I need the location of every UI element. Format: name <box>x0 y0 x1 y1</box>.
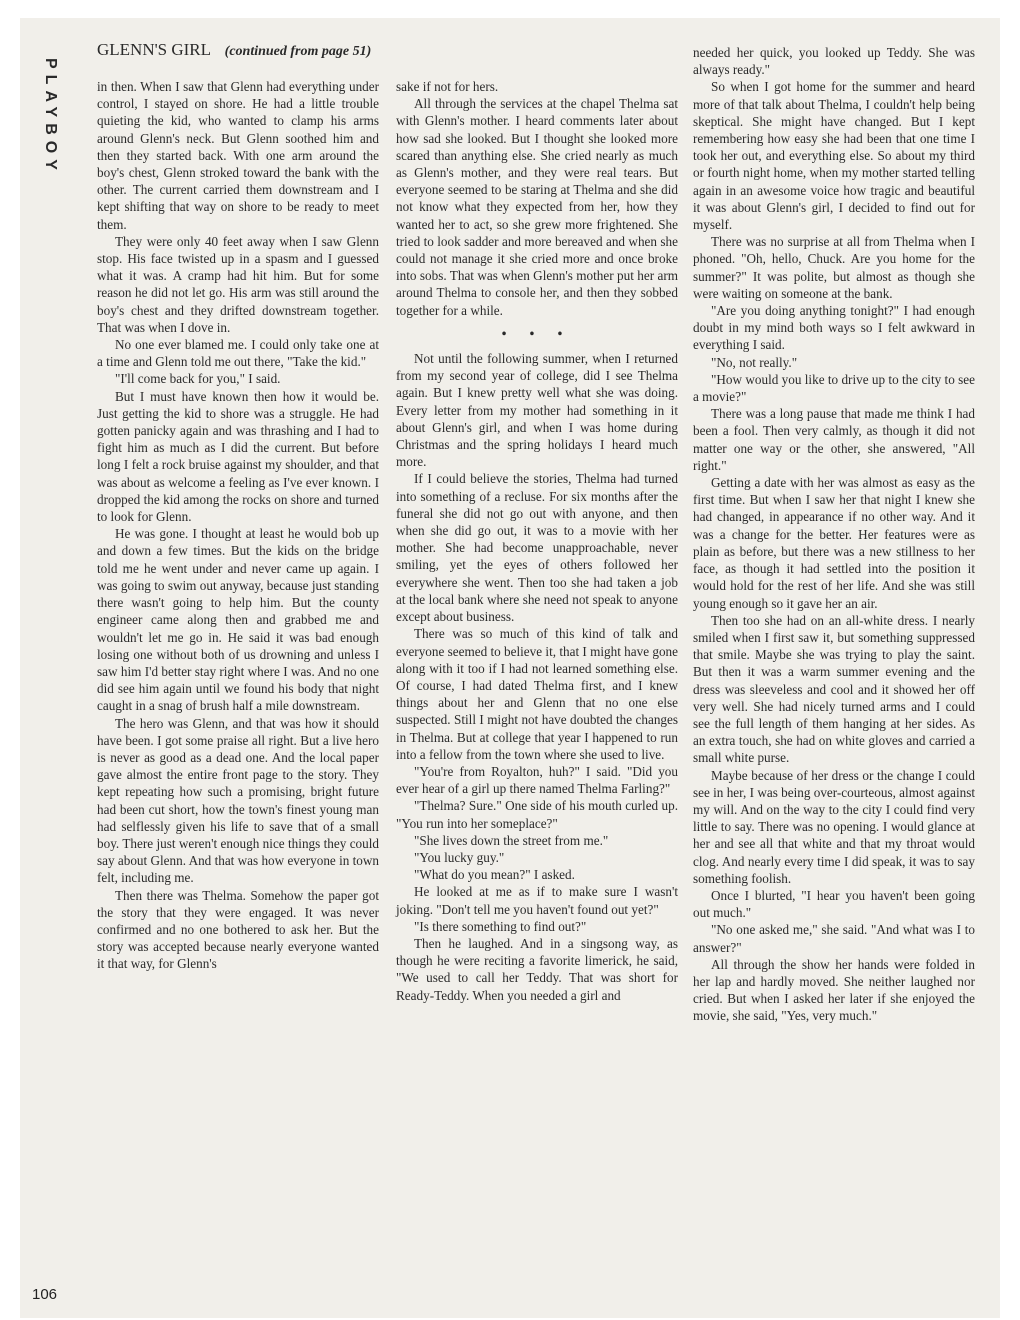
text-column-1 <box>97 78 379 973</box>
section-separator: • • • <box>501 325 573 341</box>
paragraph: They were only 40 feet away when I saw Glenn stop. His face twisted up in a spasm and I guessed what it was. A cramp had hit him. But for some reason he did not let go. His arm was still around the boy's chest and they drifted downstream together. That was when I dove in. <box>97 233 379 335</box>
paragraph: No one ever blamed me. I could only take one at a time and Glenn told me out there, "Take the kid." <box>97 337 379 370</box>
text-column-3 <box>693 44 975 1025</box>
paragraph: There was a long pause that made me think I had been a fool. Then very calmly, as though it did not matter one way or the other, she answered, "All right." <box>693 406 975 473</box>
continuation-note: (continued from page 51) <box>224 44 372 59</box>
paragraph: There was no surprise at all from Thelma when I phoned. "Oh, hello, Chuck. Are you home for the summer?" It was polite, but almost as though she were waiting on someone at the bank. <box>693 234 975 301</box>
story-header <box>97 40 657 60</box>
paragraph: The hero was Glenn, and that was how it should have been. I got some praise all right. But a live hero is never as good as a dead one. And the local paper gave almost the entire front page to the story. They kept repeating how such a promising, bright future had been cut short, how the town's finest young man had selflessly given his life to save that of a small boy. There just weren't enough nice things they could say about Glenn. And that was how everyone in town felt, including me. <box>97 715 380 886</box>
magazine-masthead: PLAYBOY <box>42 58 59 176</box>
paragraph: Then he laughed. And in a singsong way, as though he were reciting a favorite limerick, he said, "We used to call her Teddy. That was short for Ready-Teddy. When you needed a girl and <box>396 935 678 1003</box>
paragraph: "How would you like to drive up to the city to see a movie?" <box>693 371 975 405</box>
paragraph: Getting a date with her was almost as easy as the first time. But when I saw her that night I knew she had changed, in appearance if no other way. And it was a change for the better. Her features were as plain as before, but there was a new stillness to her face, as though it had settled into the position it would hold for the rest of her life. And she was still young enough so it gave her an air. <box>693 475 975 611</box>
paragraph: All through the services at the chapel Thelma sat with Glenn's mother. I heard comments later about how sad she looked. But I thought she looked more scared than anything else. She cried nearly as much as Glenn's mother, and they were real tears. But everyone seemed to be staring at Thelma and she did not know what they expected from her, how they wanted her to act, so she grew more frightened. She tried to look sadder and more bereaved and when she could not manage it she cried more and once broke into sobs. That was when Glenn's mother put her arm around Thelma to console her, and then they sobbed together for a while. <box>396 96 678 318</box>
paragraph: sake if not for hers. <box>396 79 499 94</box>
paragraph: All through the show her hands were folded in her lap and hardly moved. She neither laughed nor cried. But when I asked her later if she enjoyed the movie, she said, "Yes, very much." <box>693 956 975 1024</box>
paragraph: So when I got home for the summer and heard more of that talk about Thelma, I couldn't help being skeptical. She might have changed. But I kept remembering how easy she had been that one time I took her out, and everything else. So about my third or fourth night home, when my mother started telling again in an awesome voice how tragic and beautiful it was about Glenn's girl, I decided to find out for myself. <box>693 79 975 233</box>
paragraph: There was so much of this kind of talk and everyone seemed to believe it, that I might have gone along with it too if I had not learned something else. Of course, I had dated Thelma first, and I knew things about her and Glenn that no one else suspected. Still I might not have doubted the changes in Thelma. But at college that year I happened to run into a fellow from the town where she used to live. <box>396 626 678 762</box>
paragraph: needed her quick, you looked up Teddy. She was always ready." <box>693 45 975 78</box>
paragraph: "You lucky guy." <box>414 849 505 865</box>
page-number: 106 <box>32 1286 58 1303</box>
paragraph: Then there was Thelma. Somehow the paper got the story that they were engaged. It was never confirmed and no one bothered to ask her. But the story was accepted because nearly everyone wanted it that way, for Glenn's <box>97 887 379 972</box>
paragraph: But I must have known then how it would be. Just getting the kid to shore was a struggle. He had gotten panicky again and was thrashing and I had to fight him as much as I did the current. But before long I felt a rock bruise against my shoulder, and that was about as welcome a feeling as I've ever known. I dropped the kid among the rocks on shore and turned to look for Glenn. <box>97 388 379 525</box>
paragraph: "No, not really." <box>711 354 798 370</box>
paragraph: "I'll come back for you," I said. <box>115 371 281 387</box>
paragraph: Then too she had on an all-white dress. I nearly smiled when I first saw it, but something suppressed that smile. Maybe she was trying to play the saint. But then it was a warm summer evening and the dress was sleeveless and cool and it showed her off very well. She had nicely turned arms and I could see the full length of them hanging at her sides. As an extra touch, she had on white gloves and carried a small white purse. <box>693 612 975 766</box>
paragraph: "You're from Royalton, huh?" I said. "Did you ever hear of a girl up there named Thelma Farling?" <box>396 763 678 797</box>
paragraph: Once I blurted, "I hear you haven't been going out much." <box>693 887 975 921</box>
paragraph: "No one asked me," she said. "And what was I to answer?" <box>693 922 975 955</box>
magazine-page <box>20 18 1000 1318</box>
text-column-2 <box>396 78 678 1004</box>
paragraph: "Thelma? Sure." One side of his mouth curled up. "You run into her someplace?" <box>396 798 678 831</box>
paragraph: He looked at me as if to make sure I wasn't joking. "Don't tell me you haven't found out yet?" <box>396 884 678 917</box>
paragraph: "Is there something to find out?" <box>414 918 587 934</box>
story-title: GLENN'S GIRL <box>97 40 211 59</box>
paragraph: He was gone. I thought at least he would bob up and down a few times. But the kids on the bridge told me he went under and never came up again. I was going to swim out anyway, because just standing there wasn't going to help him. But the county engineer came along then and grabbed me and wouldn't let me go in. He said it was bad enough losing one without both of us drowning and unless I saw him I'd better stay right where I was. And no one did see him again until we found his body that night caught in a snag of brush half a mile downstream. <box>97 526 379 714</box>
paragraph: "She lives down the street from me." <box>414 832 609 848</box>
paragraph: Maybe because of her dress or the change I could see in her, I was being over-courteous, almost against my will. And on the way to the city I could find very little to say. There was no opening. I would glance at her and see all that white and that my throat would clog. And nearly every time I did speak, it was to say something foolish. <box>693 767 975 886</box>
paragraph: Not until the following summer, when I returned from my second year of college, did I see Thelma again. But I knew pretty well what she was doing. Every letter from my mother had something in it about Glenn's girl, and when I was home during Christmas and the spring holidays I heard much more. <box>396 351 678 470</box>
paragraph: in then. When I saw that Glenn had everything under control, I stayed on shore. He had a little trouble quieting the kid, who wanted to clamp his arms around Glenn's neck. But Glenn soothed him and then they started back. With one arm around the boy's chest, Glenn stroked toward the bank with the other. The current carried them downstream and I kept shifting that way on shore to be ready to meet them. <box>97 79 379 232</box>
paragraph: "Are you doing anything tonight?" I had enough doubt in my mind both ways so I felt awkward in everything I said. <box>693 303 975 353</box>
paragraph: "What do you mean?" I asked. <box>414 867 575 883</box>
paragraph: If I could believe the stories, Thelma had turned into something of a recluse. For six months after the funeral she did not go out with anyone, and then when she did go out, it was to a movie with her mother. She had become unapproachable, never smiling, yet the eyes of others followed her everywhere she went. Then too she had taken a job at the local bank where she need not speak to anyone except about business. <box>396 471 678 625</box>
